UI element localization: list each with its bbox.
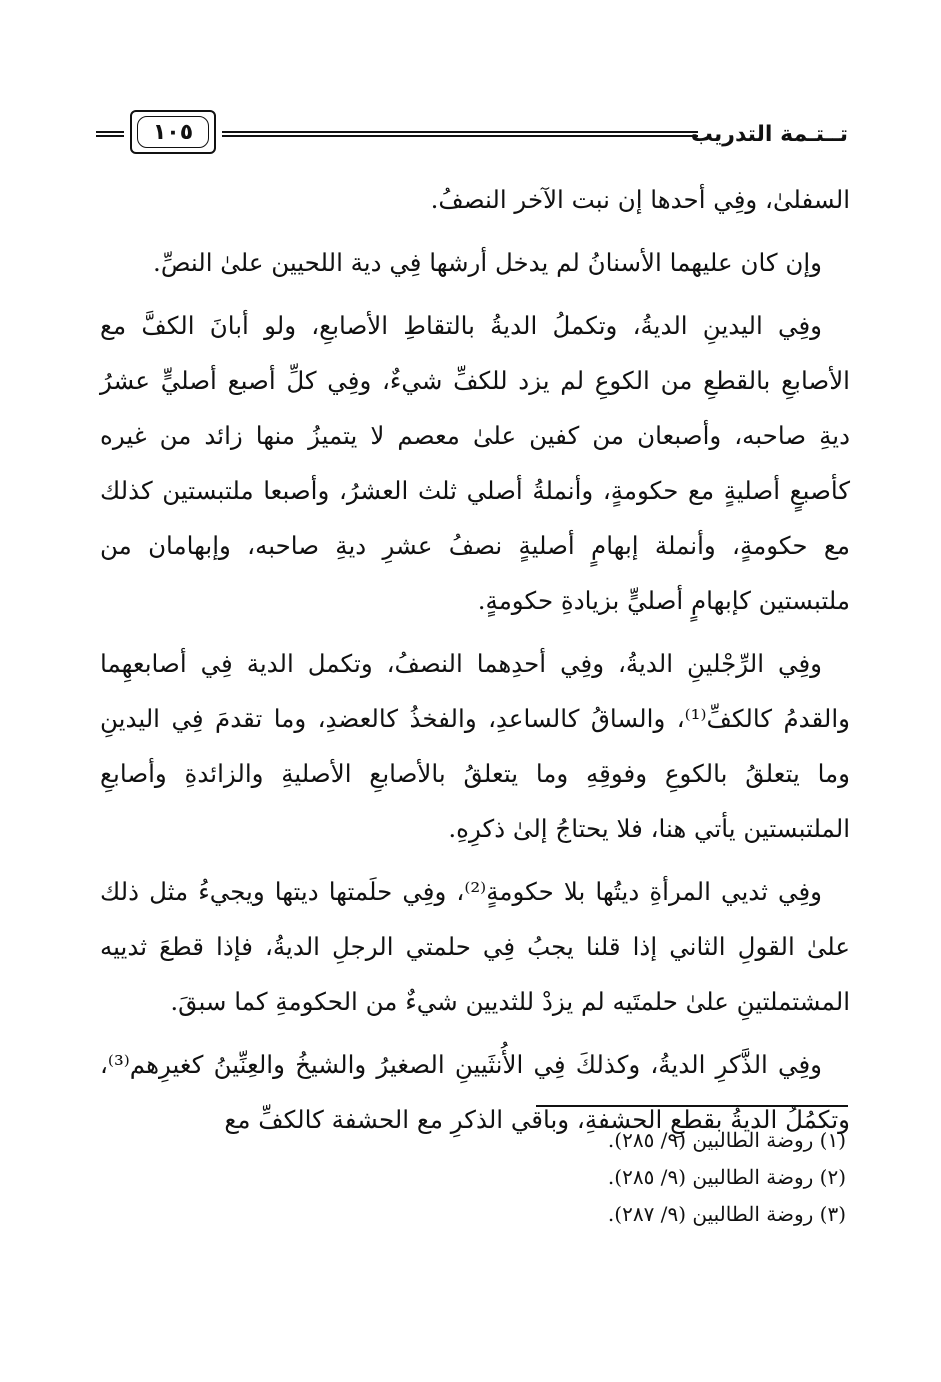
footnote: (٢) روضة الطالبين (٩/ ٢٨٥). — [607, 1165, 846, 1189]
page-number-frame — [130, 110, 216, 154]
paragraph: وفِي الذَّكرِ الديةُ، وكذلكَ فِي الأُنثَيينِ الصغيرُ والشيخُ والعِنِّينُ كغيرِهم⁽³⁾، وتكمُلُ الديةُ بقطعِ الحشفةِ، وباقي الذكرِ مع الحشفة كالكفِّ مع — [100, 1050, 850, 1134]
footnote: (١) روضة الطالبين (٩/ ٢٨٥). — [607, 1128, 846, 1152]
header-rule — [222, 131, 698, 137]
footnotes — [400, 1122, 846, 1233]
header-rule-left — [96, 131, 124, 137]
footnote-divider — [536, 1105, 848, 1107]
paragraph: وفِي الرِّجْلينِ الديةُ، وفِي أحدِهما النصفُ، وتكمل الدية فِي أصابعهِما والقدمُ كالكفِّ⁽¹⁾، والساقُ كالساعدِ، والفخذُ كالعضدِ، وما تقدمَ فِي اليدينِ وما يتعلقُ بالكوعِ وفوقِهِ وما يتعلقُ بالأصابعِ الأصليةِ والزائدةِ وأصابعِ الملتبستين يأتي هنا، فلا يحتاجُ إلىٰ ذكرِهِ. — [100, 649, 850, 843]
footnote: (٣) روضة الطالبين (٩/ ٢٨٧). — [607, 1202, 846, 1226]
paragraph: السفلىٰ، وفِي أحدها إن نبت الآخر النصفُ. — [430, 185, 850, 214]
paragraph: وفِي ثديي المرأةِ ديتُها بلا حكومةٍ⁽²⁾، وفِي حلَمتها ديتها ويجيءُ مثل ذلك علىٰ القولِ الثاني إذا قلنا يجبُ فِي حلمتي الرجلِ الديةُ، فإذا قطعَ ثدييه المشتملتينِ علىٰ حلمتَيه لم يزدْ للثديين شيءٌ من الحكومةِ كما سبقَ. — [100, 877, 850, 1016]
page-number: ١٠٥ — [137, 116, 209, 148]
running-title: تــتـمة التدريب — [690, 122, 848, 147]
paragraph: وفِي اليدينِ الديةُ، وتكملُ الديةُ بالتقاطِ الأصابعِ، ولو أبانَ الكفَّ مع الأصابعِ بالقطعِ من الكوعِ لم يزد للكفِّ شيءٌ، وفِي كلِّ أصبع أصليٍّ عشرُ ديةِ صاحبه، وأصبعان من كفين علىٰ معصم لا يتميزُ منها زائد من غيره كأصبعٍ أصليةٍ مع حكومةٍ، وأنملةُ أصلي ثلث العشرُ، وأصبعا ملتبستين كذلك مع حكومةٍ، وأنملة إبهامٍ أصليةٍ نصفُ عشرِ ديةِ صاحبه، وإبهامان من ملتبستين كإبهامٍ أصليٍّ بزيادةِ حكومةٍ. — [100, 311, 850, 615]
main-text — [100, 172, 850, 1155]
running-header — [90, 108, 848, 156]
paragraph: وإن كان عليهما الأسنانُ لم يدخل أرشها فِي دية اللحيين علىٰ النصِّ. — [153, 248, 822, 277]
